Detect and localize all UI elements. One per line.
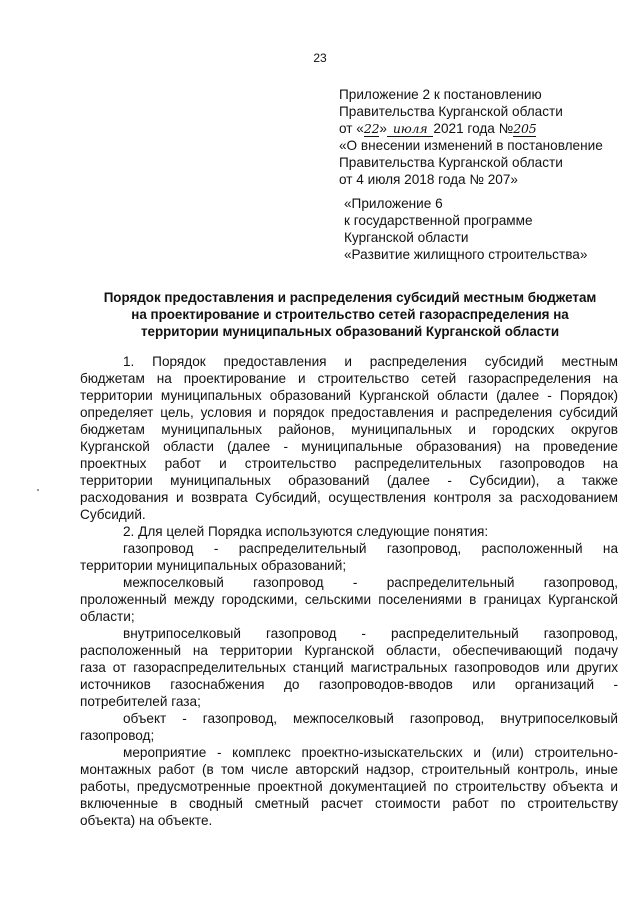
date-close: »	[379, 121, 387, 136]
header-line-5: Правительства Курганской области	[339, 155, 563, 170]
page-number: 23	[313, 51, 327, 65]
header-line-1: Приложение 2 к постановлению	[339, 87, 542, 102]
body-line: внутрипоселковый газопровод - распределительный газопровод,	[123, 626, 618, 641]
body-line: Курганской области (далее - муниципальные образования) на проведение	[80, 439, 618, 454]
body-line: расходования и возврата Субсидий, осуществления контроля за расходованием	[80, 490, 618, 505]
body-line: 1. Порядок предоставления и распределения субсидий местным	[123, 354, 618, 369]
handwritten-day: 22	[363, 121, 380, 136]
body-line: бюджетам на проектирование и строительство сетей газораспределения на	[80, 371, 618, 386]
body-line: источников газоснабжения до газопроводов-вводов или организаций -	[80, 677, 618, 692]
date-prefix: от «	[339, 121, 364, 136]
body-line: области;	[80, 609, 135, 624]
handwritten-doc-number: 205	[513, 121, 537, 136]
body-line: территории муниципальных образований;	[80, 558, 347, 573]
body-line: бюджетам муниципальных районов, муниципальных и городских округов	[80, 422, 618, 437]
body-line: проектных работ и строительство распределительных газопроводов на	[80, 456, 618, 471]
body-line: территории муниципальных образований (далее - Субсидии), а также	[80, 473, 618, 488]
body-line: газопровод - распределительный газопровод, расположенный на	[123, 541, 618, 556]
date-year: 2021 года №	[433, 121, 514, 136]
body-line: межпоселковый газопровод - распределительный газопровод,	[123, 575, 618, 590]
body-line: работы, предусмотренные проектной документацией по строительству объекта и	[80, 779, 618, 794]
document-body	[80, 353, 618, 829]
title-line-3: территории муниципальных образований Курганской области	[140, 324, 560, 339]
handwritten-month: июля	[387, 121, 434, 137]
header-line-2: Правительства Курганской области	[339, 104, 563, 119]
body-line: объект - газопровод, межпоселковый газопровод, внутрипоселковый	[123, 711, 618, 726]
appendix-line-3: Курганской области	[344, 230, 469, 245]
body-line: газопровод;	[80, 728, 155, 743]
body-line: 2. Для целей Порядка используются следующие понятия:	[123, 524, 489, 539]
resolution-header	[339, 86, 629, 188]
title-line-2: на проектирование и строительство сетей газораспределения на	[131, 307, 569, 322]
appendix-line-4: «Развитие жилищного строительства»	[344, 247, 588, 262]
title-line-1: Порядок предоставления и распределения субсидий местным бюджетам	[103, 290, 597, 305]
body-line: включенные в сводный сметный расчет стоимости работ по строительству	[80, 796, 618, 811]
body-line: потребителей газа;	[80, 694, 201, 709]
body-line: расположенный на территории Курганской области, обеспечивающий подачу	[80, 643, 618, 658]
header-line-4: «О внесении изменений в постановление	[339, 138, 603, 153]
body-line: монтажных работ (в том числе авторский надзор, строительный контроль, иные	[80, 762, 618, 777]
scan-speck	[37, 489, 39, 491]
body-line: мероприятие - комплекс проектно-изыскательских и (или) строительно-	[123, 745, 618, 760]
appendix-line-2: к государственной программе	[344, 213, 533, 228]
body-line: проложенный между городскими, сельскими поселениями в границах Курганской	[80, 592, 618, 607]
body-line: территории муниципальных образований Курганской области (далее - Порядок)	[80, 388, 618, 403]
header-line-6: от 4 июля 2018 года № 207»	[339, 172, 518, 187]
body-line: Субсидий.	[80, 507, 146, 522]
appendix-line-1: «Приложение 6	[344, 196, 443, 211]
appendix-header	[344, 195, 624, 263]
body-line: определяет цель, условия и порядок предоставления и распределения субсидий	[80, 405, 618, 420]
body-line: газа от газораспределительных станций магистральных газопроводов или других	[80, 660, 618, 675]
body-line: объекта) на объекте.	[80, 813, 213, 828]
document-title	[70, 289, 630, 340]
header-date-line	[339, 120, 629, 137]
